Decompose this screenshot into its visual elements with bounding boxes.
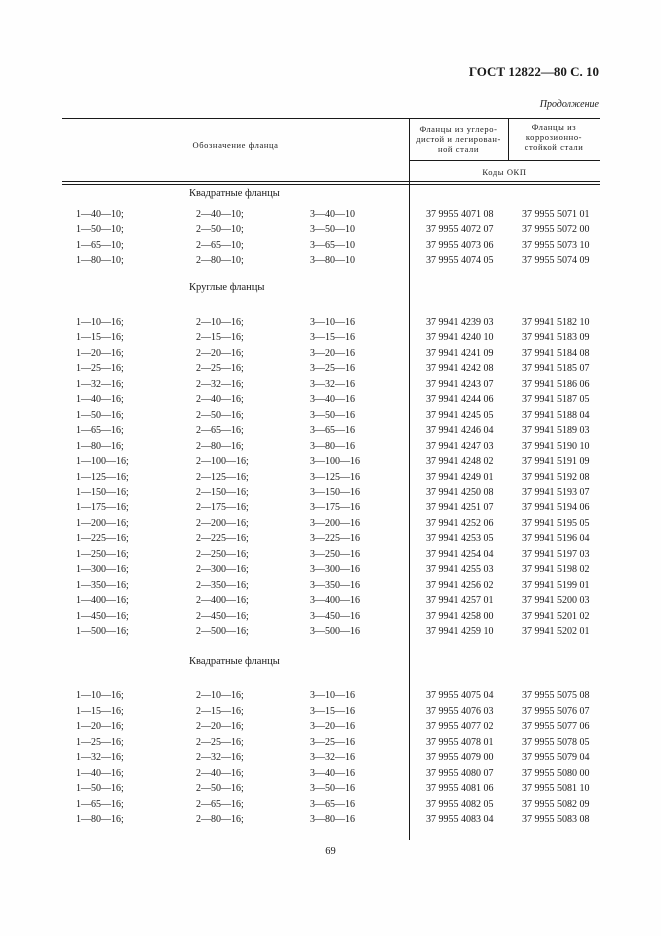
okp-code-carbon: 37 9941 4253 05 — [426, 533, 494, 545]
designation-type-2: 2—10—16; — [196, 690, 244, 701]
designation-type-1: 1—65—10; — [76, 239, 124, 251]
okp-code-stainless: 37 9955 5076 07 — [522, 705, 590, 717]
okp-code-carbon: 37 9941 4252 06 — [426, 517, 494, 529]
page-number: 69 — [325, 846, 336, 857]
okp-code-stainless: 37 9941 5202 01 — [522, 626, 590, 637]
okp-code-carbon: 37 9955 4083 04 — [426, 814, 494, 825]
designation-type-2: 2—125—16; — [196, 471, 249, 483]
designation-type-3: 3—150—16 — [310, 486, 360, 498]
designation-type-3: 3—50—16 — [310, 409, 355, 421]
page-header-title: ГОСТ 12822—80 С. 10 — [468, 64, 599, 79]
table-row — [0, 441, 661, 456]
table-row — [0, 518, 661, 533]
okp-code-stainless: 37 9941 5189 03 — [522, 425, 590, 437]
designation-type-2: 2—350—16; — [196, 579, 249, 591]
table-row — [0, 255, 661, 270]
okp-code-carbon: 37 9941 4246 04 — [426, 425, 494, 437]
designation-type-1: 1—500—16; — [76, 626, 129, 637]
designation-type-2: 2—25—16; — [196, 363, 244, 375]
okp-code-stainless: 37 9941 5196 04 — [522, 533, 590, 545]
designation-type-2: 2—40—16; — [196, 394, 244, 406]
designation-type-3: 3—10—16 — [310, 690, 355, 701]
okp-code-stainless: 37 9955 5072 00 — [522, 224, 590, 236]
okp-code-carbon: 37 9955 4074 05 — [426, 255, 494, 267]
table-row — [0, 410, 661, 425]
okp-code-carbon: 37 9955 4071 08 — [426, 209, 494, 220]
designation-type-1: 1—65—16; — [76, 425, 124, 437]
designation-type-1: 1—25—16; — [76, 736, 124, 748]
table-row — [0, 394, 661, 409]
column-header-stainless-steel: Фланцы из коррозионно- стойкой стали — [524, 122, 584, 152]
designation-type-3: 3—40—16 — [310, 767, 355, 779]
okp-code-carbon: 37 9941 4259 10 — [426, 626, 494, 637]
okp-code-stainless: 37 9941 5187 05 — [522, 394, 590, 406]
designation-type-3: 3—25—16 — [310, 363, 355, 375]
okp-code-carbon: 37 9941 4248 02 — [426, 456, 494, 468]
designation-type-2: 2—32—16; — [196, 752, 244, 763]
okp-code-carbon: 37 9941 4247 03 — [426, 440, 494, 452]
table-row — [0, 690, 661, 705]
okp-code-stainless: 37 9941 5198 02 — [522, 564, 590, 576]
designation-type-2: 2—100—16; — [196, 456, 249, 468]
designation-type-1: 1—50—16; — [76, 409, 124, 421]
designation-type-3: 3—40—16 — [310, 394, 355, 406]
okp-code-carbon: 37 9941 4239 03 — [426, 317, 494, 328]
designation-type-3: 3—15—16 — [310, 332, 355, 344]
okp-code-carbon: 37 9941 4251 07 — [426, 502, 494, 514]
okp-code-carbon: 37 9941 4243 07 — [426, 378, 494, 390]
table-row — [0, 626, 661, 641]
okp-code-carbon: 37 9941 4244 06 — [426, 394, 494, 406]
table-row — [0, 472, 661, 487]
table-row — [0, 768, 661, 783]
designation-type-1: 1—175—16; — [76, 502, 129, 514]
okp-code-stainless: 37 9941 5182 10 — [522, 317, 590, 328]
section-title: Круглые фланцы — [189, 282, 265, 293]
designation-type-1: 1—25—16; — [76, 363, 124, 375]
designation-type-1: 1—100—16; — [76, 456, 129, 468]
table-row — [0, 580, 661, 595]
designation-type-1: 1—125—16; — [76, 471, 129, 483]
table-row — [0, 752, 661, 767]
designation-type-2: 2—200—16; — [196, 517, 249, 529]
designation-type-1: 1—400—16; — [76, 595, 129, 607]
designation-type-2: 2—400—16; — [196, 595, 249, 607]
okp-code-stainless: 37 9941 5201 02 — [522, 610, 590, 622]
table-row — [0, 348, 661, 363]
designation-type-1: 1—32—16; — [76, 752, 124, 763]
designation-type-1: 1—15—16; — [76, 705, 124, 717]
okp-code-stainless: 37 9941 5191 09 — [522, 456, 590, 468]
designation-type-1: 1—80—10; — [76, 255, 124, 267]
column-header-designation: Обозначение фланца — [192, 140, 279, 150]
designation-type-3: 3—20—16 — [310, 721, 355, 732]
okp-code-stainless: 37 9941 5190 10 — [522, 440, 590, 452]
designation-type-1: 1—200—16; — [76, 517, 129, 529]
designation-type-1: 1—350—16; — [76, 579, 129, 591]
designation-type-3: 3—500—16 — [310, 626, 360, 637]
designation-type-2: 2—250—16; — [196, 548, 249, 560]
codes-okp-label: Коды ОКП — [482, 167, 527, 177]
okp-code-stainless: 37 9941 5197 03 — [522, 548, 590, 560]
okp-code-stainless: 37 9955 5083 08 — [522, 814, 590, 825]
table-row — [0, 502, 661, 517]
okp-code-carbon: 37 9955 4073 06 — [426, 239, 494, 251]
okp-code-carbon: 37 9941 4250 08 — [426, 486, 494, 498]
okp-code-carbon: 37 9955 4076 03 — [426, 705, 494, 717]
designation-type-2: 2—450—16; — [196, 610, 249, 622]
designation-type-1: 1—80—16; — [76, 440, 124, 452]
designation-type-2: 2—65—16; — [196, 425, 244, 437]
designation-type-3: 3—200—16 — [310, 517, 360, 529]
okp-code-carbon: 37 9941 4249 01 — [426, 471, 494, 483]
table-row — [0, 564, 661, 579]
okp-code-stainless: 37 9955 5074 09 — [522, 255, 590, 267]
designation-type-2: 2—50—16; — [196, 409, 244, 421]
designation-type-2: 2—225—16; — [196, 533, 249, 545]
designation-type-2: 2—25—16; — [196, 736, 244, 748]
okp-code-carbon: 37 9941 4258 00 — [426, 610, 494, 622]
designation-type-2: 2—150—16; — [196, 486, 249, 498]
designation-type-3: 3—40—10 — [310, 209, 355, 220]
designation-type-1: 1—32—16; — [76, 378, 124, 390]
section-title: Квадратные фланцы — [189, 188, 280, 199]
okp-code-stainless: 37 9955 5079 04 — [522, 752, 590, 763]
table-row — [0, 595, 661, 610]
table-top-rule — [62, 118, 600, 119]
designation-type-1: 1—40—16; — [76, 767, 124, 779]
designation-type-2: 2—15—16; — [196, 332, 244, 344]
okp-code-carbon: 37 9941 4257 01 — [426, 595, 494, 607]
okp-code-stainless: 37 9941 5185 07 — [522, 363, 590, 375]
section-title: Квадратные фланцы — [189, 656, 280, 667]
okp-code-stainless: 37 9941 5195 05 — [522, 517, 590, 529]
column-header-carbon-steel: Фланцы из углеро- дистой и легирован- ной стали — [416, 124, 501, 154]
designation-type-1: 1—300—16; — [76, 564, 129, 576]
okp-code-carbon: 37 9941 4240 10 — [426, 332, 494, 344]
table-row — [0, 224, 661, 239]
table-row — [0, 549, 661, 564]
designation-type-2: 2—500—16; — [196, 626, 249, 637]
table-row — [0, 737, 661, 752]
designation-type-1: 1—250—16; — [76, 548, 129, 560]
designation-type-2: 2—10—16; — [196, 317, 244, 328]
designation-type-2: 2—175—16; — [196, 502, 249, 514]
designation-type-3: 3—225—16 — [310, 533, 360, 545]
okp-code-carbon: 37 9955 4078 01 — [426, 736, 494, 748]
okp-code-stainless: 37 9941 5186 06 — [522, 378, 590, 390]
designation-type-3: 3—80—10 — [310, 255, 355, 267]
designation-type-2: 2—20—16; — [196, 347, 244, 359]
okp-code-stainless: 37 9955 5077 06 — [522, 721, 590, 732]
designation-type-2: 2—50—16; — [196, 783, 244, 794]
table-row — [0, 799, 661, 814]
designation-type-1: 1—80—16; — [76, 814, 124, 825]
designation-type-2: 2—40—10; — [196, 209, 244, 220]
table-row — [0, 425, 661, 440]
okp-code-stainless: 37 9941 5183 09 — [522, 332, 590, 344]
okp-code-stainless: 37 9955 5080 00 — [522, 767, 590, 779]
okp-code-carbon: 37 9941 4255 03 — [426, 564, 494, 576]
table-row — [0, 721, 661, 736]
table-row — [0, 363, 661, 378]
designation-type-1: 1—65—16; — [76, 798, 124, 810]
okp-code-stainless: 37 9955 5078 05 — [522, 736, 590, 748]
okp-code-stainless: 37 9941 5193 07 — [522, 486, 590, 498]
table-row — [0, 783, 661, 798]
okp-code-carbon: 37 9955 4075 04 — [426, 690, 494, 701]
designation-type-1: 1—40—16; — [76, 394, 124, 406]
designation-type-3: 3—15—16 — [310, 705, 355, 717]
designation-type-1: 1—150—16; — [76, 486, 129, 498]
okp-code-carbon: 37 9941 4242 08 — [426, 363, 494, 375]
table-row — [0, 487, 661, 502]
designation-type-2: 2—80—10; — [196, 255, 244, 267]
designation-type-3: 3—50—16 — [310, 783, 355, 794]
table-row — [0, 814, 661, 829]
designation-type-2: 2—50—10; — [196, 224, 244, 236]
okp-code-carbon: 37 9955 4081 06 — [426, 783, 494, 794]
continuation-label: Продолжение — [539, 99, 599, 110]
designation-type-2: 2—65—16; — [196, 798, 244, 810]
designation-type-2: 2—65—10; — [196, 239, 244, 251]
table-row — [0, 240, 661, 255]
designation-type-3: 3—80—16 — [310, 440, 355, 452]
okp-code-stainless: 37 9955 5082 09 — [522, 798, 590, 810]
designation-type-3: 3—65—16 — [310, 425, 355, 437]
table-row — [0, 209, 661, 224]
table-row — [0, 706, 661, 721]
designation-type-2: 2—15—16; — [196, 705, 244, 717]
designation-type-2: 2—80—16; — [196, 814, 244, 825]
table-header-bottom-rule — [62, 181, 600, 182]
okp-code-carbon: 37 9955 4072 07 — [426, 224, 494, 236]
designation-type-3: 3—175—16 — [310, 502, 360, 514]
designation-type-2: 2—80—16; — [196, 440, 244, 452]
okp-code-stainless: 37 9941 5200 03 — [522, 595, 590, 607]
designation-type-1: 1—10—16; — [76, 317, 124, 328]
designation-type-2: 2—32—16; — [196, 378, 244, 390]
okp-code-stainless: 37 9955 5073 10 — [522, 239, 590, 251]
table-row — [0, 379, 661, 394]
okp-code-carbon: 37 9941 4245 05 — [426, 409, 494, 421]
okp-code-carbon: 37 9955 4079 00 — [426, 752, 494, 763]
designation-type-3: 3—65—10 — [310, 239, 355, 251]
designation-type-1: 1—225—16; — [76, 533, 129, 545]
designation-type-3: 3—50—10 — [310, 224, 355, 236]
okp-code-carbon: 37 9941 4241 09 — [426, 347, 494, 359]
designation-type-1: 1—20—16; — [76, 721, 124, 732]
designation-type-3: 3—65—16 — [310, 798, 355, 810]
designation-type-3: 3—125—16 — [310, 471, 360, 483]
okp-code-carbon: 37 9955 4082 05 — [426, 798, 494, 810]
designation-type-3: 3—32—16 — [310, 378, 355, 390]
okp-code-carbon: 37 9941 4254 04 — [426, 548, 494, 560]
okp-code-stainless: 37 9941 5184 08 — [522, 347, 590, 359]
designation-type-3: 3—350—16 — [310, 579, 360, 591]
okp-code-stainless: 37 9941 5192 08 — [522, 471, 590, 483]
designation-type-3: 3—400—16 — [310, 595, 360, 607]
designation-type-1: 1—450—16; — [76, 610, 129, 622]
designation-type-1: 1—40—10; — [76, 209, 124, 220]
designation-type-3: 3—300—16 — [310, 564, 360, 576]
table-row — [0, 611, 661, 626]
designation-type-3: 3—32—16 — [310, 752, 355, 763]
designation-type-1: 1—50—10; — [76, 224, 124, 236]
okp-code-stainless: 37 9941 5194 06 — [522, 502, 590, 514]
okp-code-stainless: 37 9955 5075 08 — [522, 690, 590, 701]
table-row — [0, 456, 661, 471]
designation-type-1: 1—10—16; — [76, 690, 124, 701]
designation-type-1: 1—15—16; — [76, 332, 124, 344]
table-row — [0, 317, 661, 332]
okp-code-stainless: 37 9941 5188 04 — [522, 409, 590, 421]
okp-code-carbon: 37 9955 4080 07 — [426, 767, 494, 779]
designation-type-3: 3—25—16 — [310, 736, 355, 748]
table-header-bottom-rule-2 — [62, 184, 600, 185]
designation-type-1: 1—20—16; — [76, 347, 124, 359]
designation-type-3: 3—80—16 — [310, 814, 355, 825]
designation-type-1: 1—50—16; — [76, 783, 124, 794]
designation-type-2: 2—40—16; — [196, 767, 244, 779]
codes-header-rule — [409, 160, 600, 161]
designation-type-3: 3—450—16 — [310, 610, 360, 622]
okp-code-carbon: 37 9955 4077 02 — [426, 721, 494, 732]
designation-type-2: 2—20—16; — [196, 721, 244, 732]
okp-code-carbon: 37 9941 4256 02 — [426, 579, 494, 591]
table-row — [0, 533, 661, 548]
designation-type-2: 2—300—16; — [196, 564, 249, 576]
designation-type-3: 3—10—16 — [310, 317, 355, 328]
okp-code-stainless: 37 9941 5199 01 — [522, 579, 590, 591]
okp-code-stainless: 37 9955 5081 10 — [522, 783, 590, 794]
designation-type-3: 3—100—16 — [310, 456, 360, 468]
table-row — [0, 332, 661, 347]
okp-code-stainless: 37 9955 5071 01 — [522, 209, 590, 220]
designation-type-3: 3—250—16 — [310, 548, 360, 560]
designation-type-3: 3—20—16 — [310, 347, 355, 359]
